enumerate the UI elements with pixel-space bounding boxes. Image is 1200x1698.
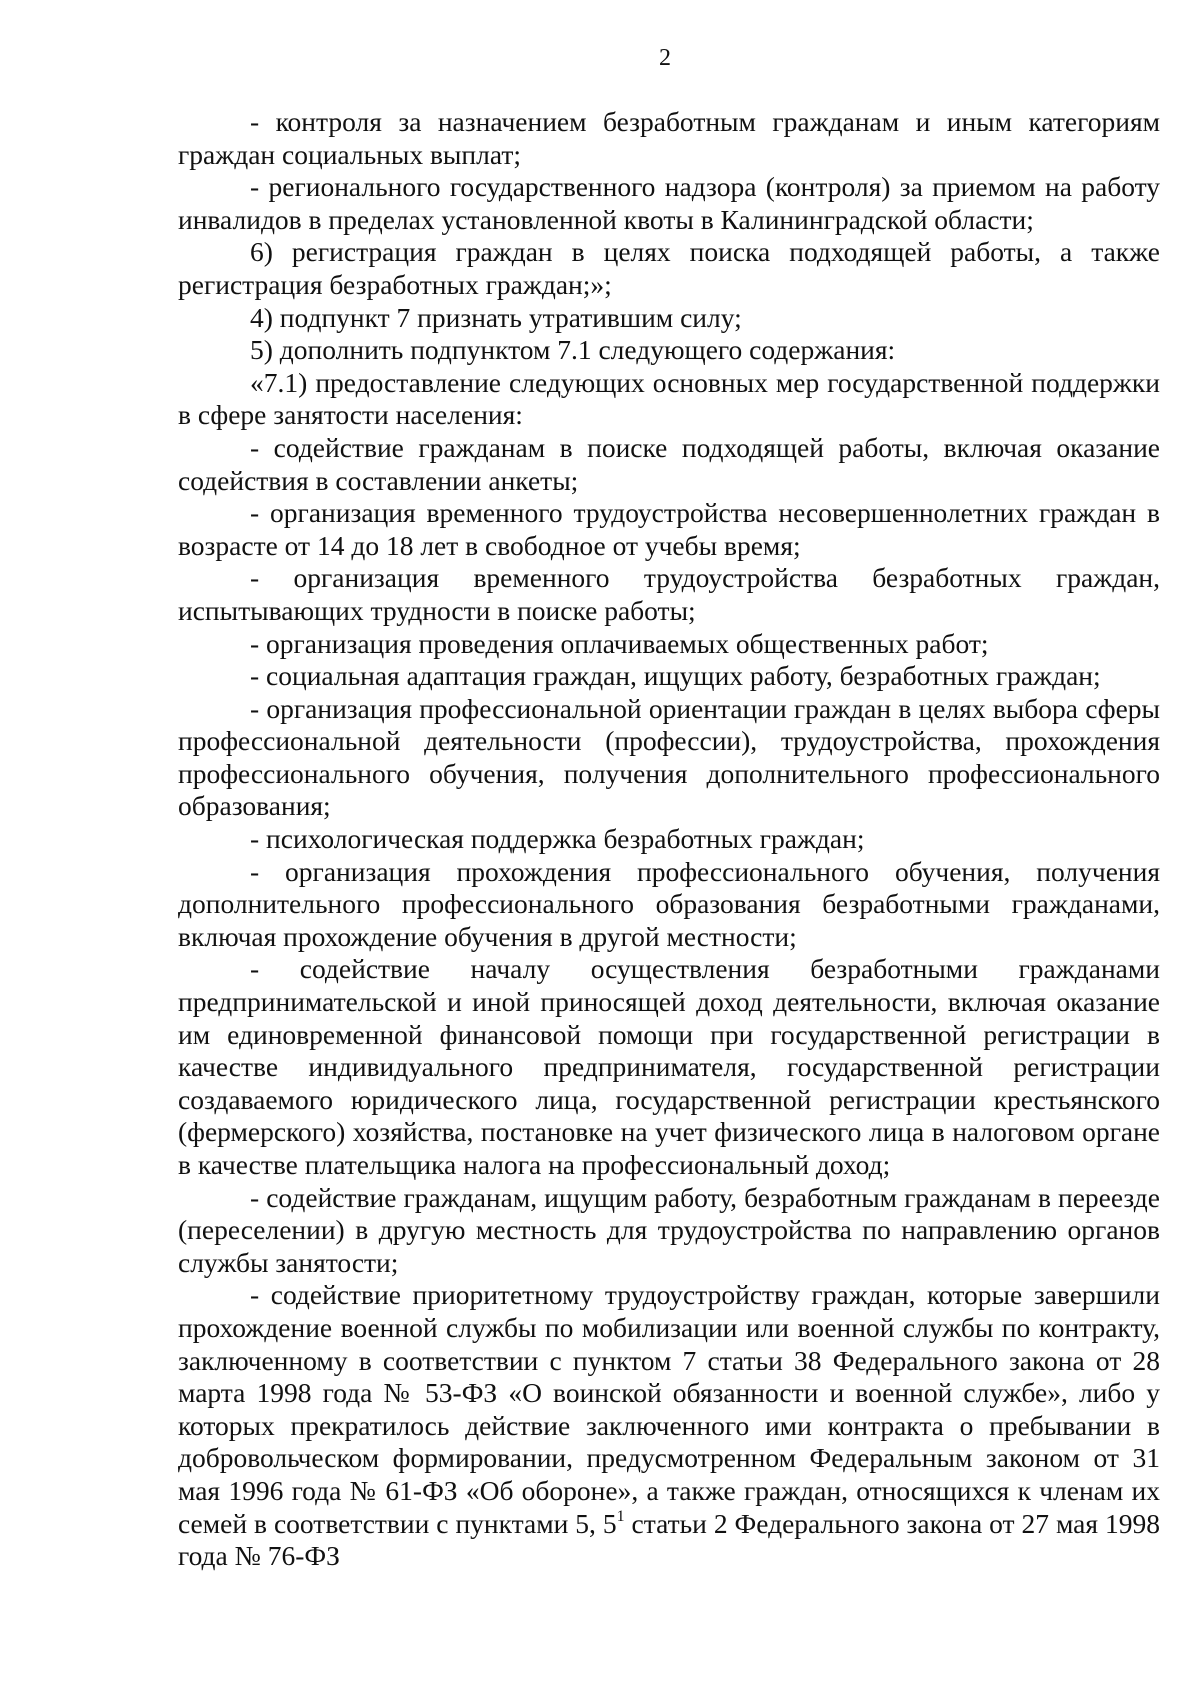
paragraph: «7.1) предоставление следующих основных мер государственной поддержки в сфере занятости населения: bbox=[178, 366, 1160, 431]
paragraph: - содействие гражданам, ищущим работу, безработным гражданам в переезде (переселении) в другую местность для трудоустройства по направлению органов службы занятости; bbox=[178, 1181, 1160, 1278]
superscript: 1 bbox=[616, 1507, 625, 1525]
paragraph-text: статьи 2 Федерального закона от 27 мая 1998 года № 76-ФЗ bbox=[178, 1507, 1160, 1572]
paragraph: - социальная адаптация граждан, ищущих работу, безработных граждан; bbox=[250, 660, 1101, 692]
paragraph: 4) подпункт 7 признать утратившим силу; bbox=[250, 301, 742, 333]
paragraph: - психологическая поддержка безработных граждан; bbox=[250, 823, 865, 855]
document-body bbox=[178, 106, 1160, 1573]
paragraph: - регионального государственного надзора (контроля) за приемом на работу инвалидов в пределах установленной квоты в Калининградской области; bbox=[178, 171, 1160, 235]
paragraph: - организация проведения оплачиваемых общественных работ; bbox=[250, 627, 989, 659]
paragraph: - содействие началу осуществления безработными гражданами предпринимательской и иной приносящей доход деятельности, включая оказание им единовременной финансовой помощи при государственной регистрации в качестве индивидуального предпринимателя, государственной регистрации создаваемого юридического лица, государственной регистрации крестьянского (фермерского) хозяйства, постановке на учет физического лица в налоговом органе в качестве плательщика налога на профессиональный доход; bbox=[178, 953, 1160, 1180]
paragraph: - организация временного трудоустройства несовершеннолетних граждан в возрасте от 14 до 18 лет в свободное от учебы время; bbox=[178, 497, 1160, 561]
page-number: 2 bbox=[659, 45, 671, 71]
paragraph: - контроля за назначением безработным гражданам и иным категориям граждан социальных выплат; bbox=[178, 106, 1160, 170]
paragraph: - организация профессиональной ориентации граждан в целях выбора сферы профессиональной деятельности (профессии), трудоустройства, прохождения профессионального обучения, получения дополнительного профессионального образования; bbox=[178, 692, 1160, 822]
paragraph-text: - содействие приоритетному трудоустройству граждан, которые завершили прохождение военной службы по мобилизации или военной службы по контракту, заключенному в соответствии с пунктом 7 статьи 38 Федерального закона от 28 марта 1998 года № 53-ФЗ «О воинской обязанности и военной службе», либо у которых прекратилось действие заключенного ими контракта о пребывании в добровольческом формировании, предусмотренном Федеральным законом от 31 мая 1996 года № 61-ФЗ «Об обороне», а также граждан, относящихся к членам их семей в соответствии с пунктами 5, 5 bbox=[178, 1279, 1160, 1539]
paragraph: - организация временного трудоустройства безработных граждан, испытывающих трудности в поиске работы; bbox=[178, 562, 1160, 626]
paragraph: - организация прохождения профессионального обучения, получения дополнительного профессионального образования безработными гражданами, включая прохождение обучения в другой местности; bbox=[178, 855, 1160, 952]
paragraph: 6) регистрация граждан в целях поиска подходящей работы, а также регистрация безработных граждан;»; bbox=[178, 236, 1160, 300]
paragraph: - содействие гражданам в поиске подходящей работы, включая оказание содействия в составлении анкеты; bbox=[178, 431, 1160, 496]
paragraph-last bbox=[178, 1279, 1160, 1572]
paragraph: 5) дополнить подпунктом 7.1 следующего содержания: bbox=[250, 334, 896, 366]
